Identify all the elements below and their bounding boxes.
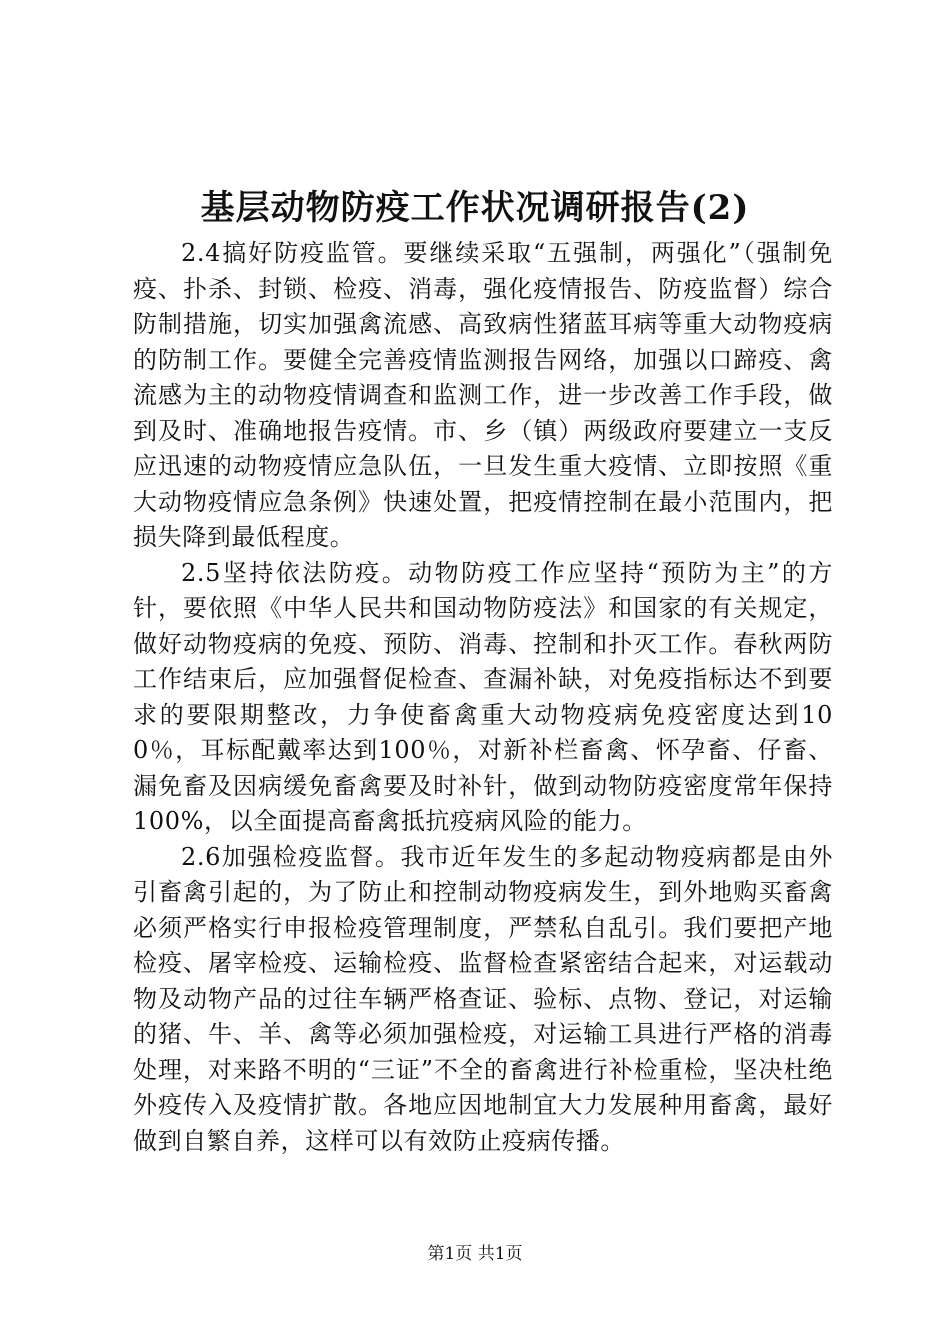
paragraph-2-5: 2.5坚持依法防疫。动物防疫工作应坚持“预防为主”的方针，要依照《中华人民共和国动物防疫法》和国家的有关规定，做好动物疫病的免疫、预防、消毒、控制和扑灭工作。春秋两防工作结束后，应加强督促检查、查漏补缺，对免疫指标达不到要求的要限期整改，力争使畜禽重大动物疫病免疫密度达到100％，耳标配戴率达到100％，对新补栏畜禽、怀孕畜、仔畜、漏免畜及因病缓免畜禽要及时补针，做到动物防疫密度常年保持100%，以全面提高畜禽抵抗疫病风险的能力。 [133, 558, 833, 835]
paragraph-2-6: 2.6加强检疫监督。我市近年发生的多起动物疫病都是由外引畜禽引起的，为了防止和控制动物疫病发生，到外地购买畜禽必须严格实行申报检疫管理制度，严禁私自乱引。我们要把产地检疫、屠宰检疫、运输检疫、监督检查紧密结合起来，对运载动物及动物产品的过往车辆严格查证、验标、点物、登记，对运输的猪、牛、羊、禽等必须加强检疫，对运输工具进行严格的消毒处理，对来路不明的“三证”不全的畜禽进行补检重检，坚决杜绝外疫传入及疫情扩散。各地应因地制宜大力发展种用畜禽，最好做到自繁自养，这样可以有效防止疫病传播。 [133, 842, 833, 1155]
page-footer: 第1页 共1页 [427, 1244, 523, 1264]
paragraph-2-4: 2.4搞好防疫监管。要继续采取“五强制，两强化”（强制免疫、扑杀、封锁、检疫、消毒，强化疫情报告、防疫监督）综合防制措施，切实加强禽流感、高致病性猪蓝耳病等重大动物疫病的防制工作。要健全完善疫情监测报告网络，加强以口蹄疫、禽流感为主的动物疫情调查和监测工作，进一步改善工作手段，做到及时、准确地报告疫情。市、乡（镇）两级政府要建立一支反应迅速的动物疫情应急队伍，一旦发生重大疫情、立即按照《重大动物疫情应急条例》快速处置，把疫情控制在最小范围内，把损失降到最低程度。 [133, 239, 833, 551]
document-title: 基层动物防疫工作状况调研报告(2) [200, 188, 750, 228]
document-body [133, 236, 833, 1159]
